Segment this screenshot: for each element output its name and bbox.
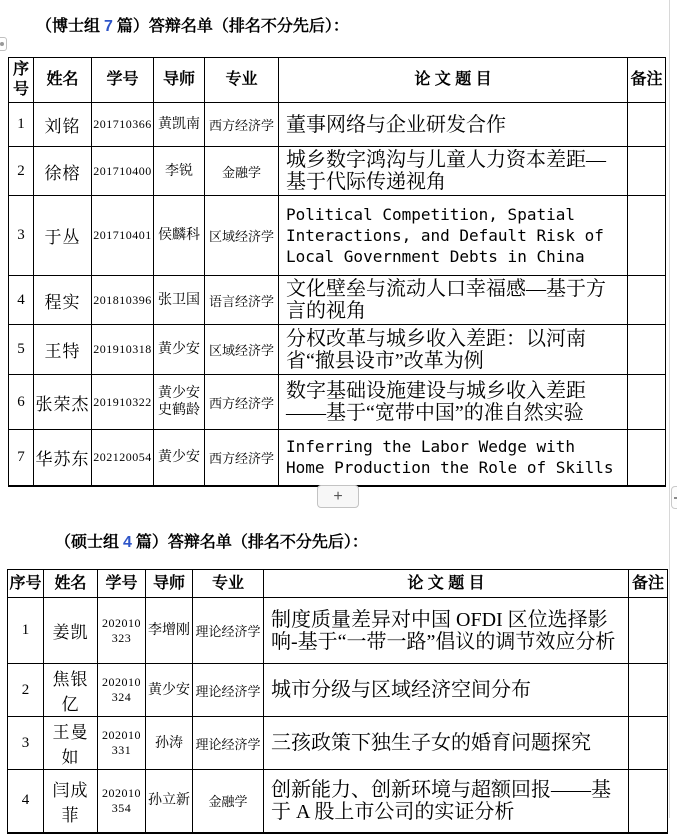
phd-defense-table <box>8 57 666 487</box>
col-header-thesis-title: 论 文 题 目 <box>279 58 628 103</box>
cell-no: 7 <box>9 430 34 486</box>
col-header-major: 专业 <box>193 570 264 598</box>
cell-note <box>629 598 668 664</box>
phd-section-title <box>36 13 349 36</box>
table-header-row <box>9 58 666 103</box>
masters-title-suffix: 篇）答辩名单（排名不分先后）： <box>135 534 368 551</box>
cell-student-id: 202010323 <box>98 598 146 664</box>
cell-student-id: 202010354 <box>98 770 146 833</box>
col-header-advisor: 导师 <box>146 570 193 598</box>
cell-thesis-title: Inferring the Labor Wedge with Home Production the Role of Skills <box>279 430 628 486</box>
cell-thesis-title: 城市分级与区域经济空间分布 <box>264 664 629 717</box>
col-header-student-id: 学号 <box>98 570 146 598</box>
cell-name: 于丛 <box>34 196 92 276</box>
cell-advisor: 孙立新 <box>146 770 193 833</box>
cell-note <box>628 276 666 325</box>
cell-name: 闫成菲 <box>44 770 98 833</box>
cell-student-id: 202010324 <box>98 664 146 717</box>
cell-advisor: 孙涛 <box>146 717 193 770</box>
cell-major: 区域经济学 <box>205 325 279 375</box>
cell-note <box>628 196 666 276</box>
cell-name: 张荣杰 <box>34 375 92 430</box>
cell-major: 西方经济学 <box>205 103 279 147</box>
col-header-thesis-title: 论 文 题 目 <box>264 570 629 598</box>
marker-dot-icon <box>0 42 4 46</box>
cell-thesis-title: 董事网络与企业研发合作 <box>279 103 628 147</box>
table-row <box>9 325 666 375</box>
cell-student-id: 201710366 <box>92 103 154 147</box>
plus-icon: + <box>333 487 343 505</box>
cell-no: 3 <box>8 717 44 770</box>
cell-advisor: 黄少安 史鹤龄 <box>154 375 205 430</box>
cell-major: 语言经济学 <box>205 276 279 325</box>
masters-defense-table <box>7 569 668 834</box>
cell-thesis-title: Political Competition, Spatial Interactions, and Default Risk of Local Government Debts in China <box>279 196 628 276</box>
cell-student-id: 201810396 <box>92 276 154 325</box>
cell-no: 4 <box>9 276 34 325</box>
cell-major: 金融学 <box>205 147 279 196</box>
table-row <box>9 103 666 147</box>
col-header-note: 备注 <box>628 58 666 103</box>
cell-advisor: 李增刚 <box>146 598 193 664</box>
cell-no: 3 <box>9 196 34 276</box>
cell-student-id: 201710400 <box>92 147 154 196</box>
cell-student-id: 201910318 <box>92 325 154 375</box>
cell-student-id: 201710401 <box>92 196 154 276</box>
cell-name: 王曼如 <box>44 717 98 770</box>
cell-no: 4 <box>8 770 44 833</box>
phd-paper-count: 7 <box>104 18 113 35</box>
cell-student-id: 202120054 <box>92 430 154 486</box>
table-row <box>8 664 668 717</box>
cell-thesis-title: 文化壁垒与流动人口幸福感—基于方言的视角 <box>279 276 628 325</box>
col-header-major: 专业 <box>205 58 279 103</box>
cell-note <box>628 103 666 147</box>
cell-name: 徐榕 <box>34 147 92 196</box>
cell-no: 1 <box>9 103 34 147</box>
cell-note <box>629 717 668 770</box>
masters-paper-count: 4 <box>123 534 132 551</box>
cell-note <box>628 147 666 196</box>
cell-major: 区域经济学 <box>205 196 279 276</box>
cell-thesis-title: 三孩政策下独生子女的婚育问题探究 <box>264 717 629 770</box>
masters-title-prefix: （硕士组 <box>55 534 120 551</box>
cell-thesis-title: 数字基础设施建设与城乡收入差距——基于“宽带中国”的准自然实验 <box>279 375 628 430</box>
cell-note <box>628 430 666 486</box>
col-header-advisor: 导师 <box>154 58 205 103</box>
table-row <box>9 375 666 430</box>
col-header-name: 姓名 <box>34 58 92 103</box>
masters-section-title <box>55 529 368 552</box>
cell-major: 理论经济学 <box>193 664 264 717</box>
cell-advisor: 黄少安 <box>154 325 205 375</box>
cell-no: 6 <box>9 375 34 430</box>
cell-no: 2 <box>8 664 44 717</box>
cell-advisor: 黄少安 <box>146 664 193 717</box>
cell-note <box>629 664 668 717</box>
page-boundary-line <box>669 0 670 818</box>
cell-note <box>628 375 666 430</box>
table-row <box>9 276 666 325</box>
phd-title-suffix: 篇）答辩名单（排名不分先后）： <box>116 18 349 35</box>
col-header-no: 序号 <box>8 570 44 598</box>
cell-student-id: 202010331 <box>98 717 146 770</box>
col-header-no: 序号 <box>9 58 34 103</box>
left-margin-marker-button[interactable] <box>0 37 7 51</box>
cell-name: 刘铭 <box>34 103 92 147</box>
cell-major: 理论经济学 <box>193 598 264 664</box>
cell-name: 华苏东 <box>34 430 92 486</box>
cell-advisor: 张卫国 <box>154 276 205 325</box>
add-content-button[interactable] <box>317 485 359 508</box>
phd-title-prefix: （博士组 <box>36 18 101 35</box>
cell-advisor: 李锐 <box>154 147 205 196</box>
col-header-student-id: 学号 <box>92 58 154 103</box>
cell-no: 5 <box>9 325 34 375</box>
cell-thesis-title: 分权改革与城乡收入差距：以河南省“撤县设市”改革为例 <box>279 325 628 375</box>
table-row <box>8 770 668 833</box>
table-row <box>9 147 666 196</box>
cell-thesis-title: 创新能力、创新环境与超额回报——基于 A 股上市公司的实证分析 <box>264 770 629 833</box>
cell-name: 姜凯 <box>44 598 98 664</box>
cell-no: 1 <box>8 598 44 664</box>
cell-major: 金融学 <box>193 770 264 833</box>
cell-note <box>629 770 668 833</box>
cell-student-id: 201910322 <box>92 375 154 430</box>
cell-advisor: 黄少安 <box>154 430 205 486</box>
cell-major: 西方经济学 <box>205 375 279 430</box>
cell-name: 王特 <box>34 325 92 375</box>
table-row <box>8 598 668 664</box>
cell-major: 西方经济学 <box>205 430 279 486</box>
table-row <box>9 430 666 486</box>
col-header-note: 备注 <box>629 570 668 598</box>
table-header-row <box>8 570 668 598</box>
cell-note <box>628 325 666 375</box>
table-row <box>8 717 668 770</box>
cell-name: 程实 <box>34 276 92 325</box>
cell-thesis-title: 制度质量差异对中国 OFDI 区位选择影响-基于“一带一路”倡议的调节效应分析 <box>264 598 629 664</box>
cell-advisor: 侯麟科 <box>154 196 205 276</box>
col-header-name: 姓名 <box>44 570 98 598</box>
cell-name: 焦银亿 <box>44 664 98 717</box>
cell-advisor: 黄凯南 <box>154 103 205 147</box>
cell-thesis-title: 城乡数字鸿沟与儿童人力资本差距—基于代际传递视角 <box>279 147 628 196</box>
right-edge-button[interactable] <box>671 486 677 509</box>
table-row <box>9 196 666 276</box>
cell-no: 2 <box>9 147 34 196</box>
cell-major: 理论经济学 <box>193 717 264 770</box>
